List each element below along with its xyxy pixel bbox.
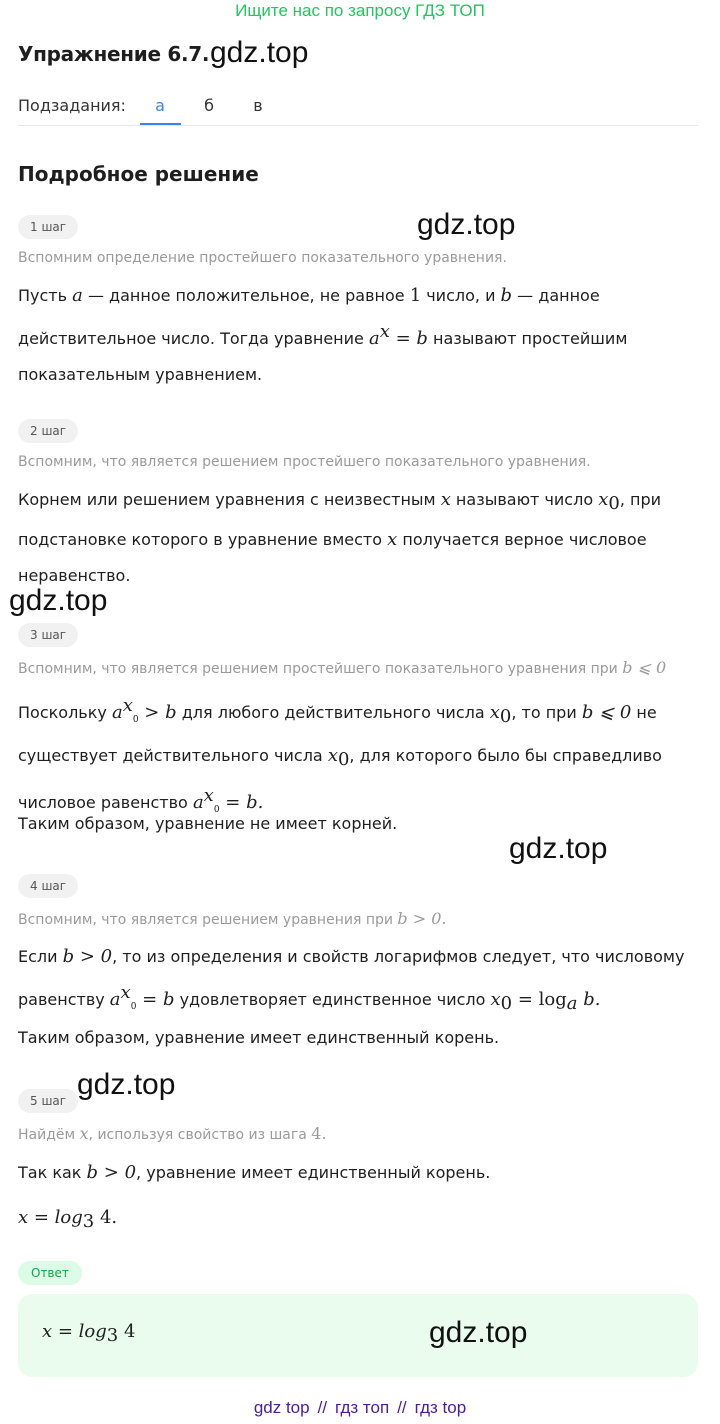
step-hint: Вспомним, что является решением простейшего показательного уравнения при b ⩽ 0 xyxy=(18,658,667,677)
watermark: gdz.top xyxy=(210,36,309,69)
step-hint: Вспомним определение простейшего показательного уравнения. xyxy=(18,250,507,266)
text-line: Поскольку $a^x_0 > b$ для любого действительного числа $x_0$, то при b ⩽ 0 не xyxy=(18,695,657,727)
step-badge: 2 шаг xyxy=(18,419,78,443)
text-line: действительное число. Тогда уравнение $a^x = b$ называют простейшим xyxy=(18,321,628,349)
text-line: Если b > 0, то из определения и свойств логарифмов следует, что числовому xyxy=(18,946,685,967)
step-hint: Вспомним, что является решением простейшего показательного уравнения. xyxy=(18,454,591,470)
footer-separator: // xyxy=(397,1398,407,1417)
step-text xyxy=(18,939,702,1025)
active-tab-indicator xyxy=(140,123,181,125)
text-line: Корнем или решением уравнения с неизвестным x называют число $x_0$, при xyxy=(18,489,661,514)
exercise-title: Упражнение 6.7. xyxy=(18,42,210,66)
footer-link[interactable]: gdz top xyxy=(253,1398,310,1417)
footer-separator: // xyxy=(317,1398,328,1417)
step-text xyxy=(18,278,702,393)
step-hint: Вспомним, что является решением уравнения при b > 0. xyxy=(18,909,447,928)
step-badge: 4 шаг xyxy=(18,874,78,898)
text-line: Пусть a — данное положительное, не равное 1 число, и b — данное xyxy=(18,285,600,306)
watermark: gdz.top xyxy=(429,1316,528,1349)
section-title: Подробное решение xyxy=(18,162,259,186)
text-line: существует действительного числа $x_0$, для которого было бы справедливо xyxy=(18,745,662,770)
text-line: Так как b > 0, уравнение имеет единственный корень. xyxy=(18,1162,491,1183)
step-text xyxy=(18,1155,702,1191)
text-line: показательным уравнением. xyxy=(18,365,263,384)
watermark: gdz.top xyxy=(417,208,516,241)
footer-links xyxy=(0,1398,720,1418)
step-badge: 5 шаг xyxy=(18,1089,78,1113)
step-hint: Найдём x, используя свойство из шага 4. xyxy=(18,1124,327,1143)
watermark: gdz.top xyxy=(509,832,608,865)
tab-b[interactable]: б xyxy=(204,96,214,115)
step-badge: 1 шаг xyxy=(18,215,78,239)
answer-badge: Ответ xyxy=(18,1261,82,1285)
step-conclusion: Таким образом, уравнение имеет единственный корень. xyxy=(18,1028,500,1047)
watermark: gdz.top xyxy=(9,584,108,617)
footer-link[interactable]: гдз top xyxy=(414,1398,467,1417)
step-result: $x = \log_3 4$. xyxy=(18,1207,118,1232)
text-line: равенству $a^x_0 = b$ удовлетворяет единственное число $x_0 = \log_a b$. xyxy=(18,982,601,1014)
tab-a[interactable]: а xyxy=(155,96,165,115)
subtasks-label: Подзадания: xyxy=(18,96,126,115)
text-line: неравенство. xyxy=(18,566,131,585)
footer-link[interactable]: гдз топ xyxy=(335,1398,390,1417)
answer-formula: $x = \log_3 4$ xyxy=(42,1321,136,1346)
tab-v[interactable]: в xyxy=(253,96,263,115)
text-line: подстановке которого в уравнение вместо x получается верное числовое xyxy=(18,529,647,550)
search-banner[interactable]: Ищите нас по запросу ГДЗ ТОП xyxy=(235,1,485,20)
watermark: gdz.top xyxy=(77,1068,176,1101)
tabs-divider xyxy=(18,125,698,126)
step-text xyxy=(18,482,702,594)
step-conclusion: Таким образом, уравнение не имеет корней. xyxy=(18,814,398,833)
text-line: числовое равенство $a^x_0 = b$. xyxy=(18,785,264,815)
step-badge: 3 шаг xyxy=(18,623,78,647)
